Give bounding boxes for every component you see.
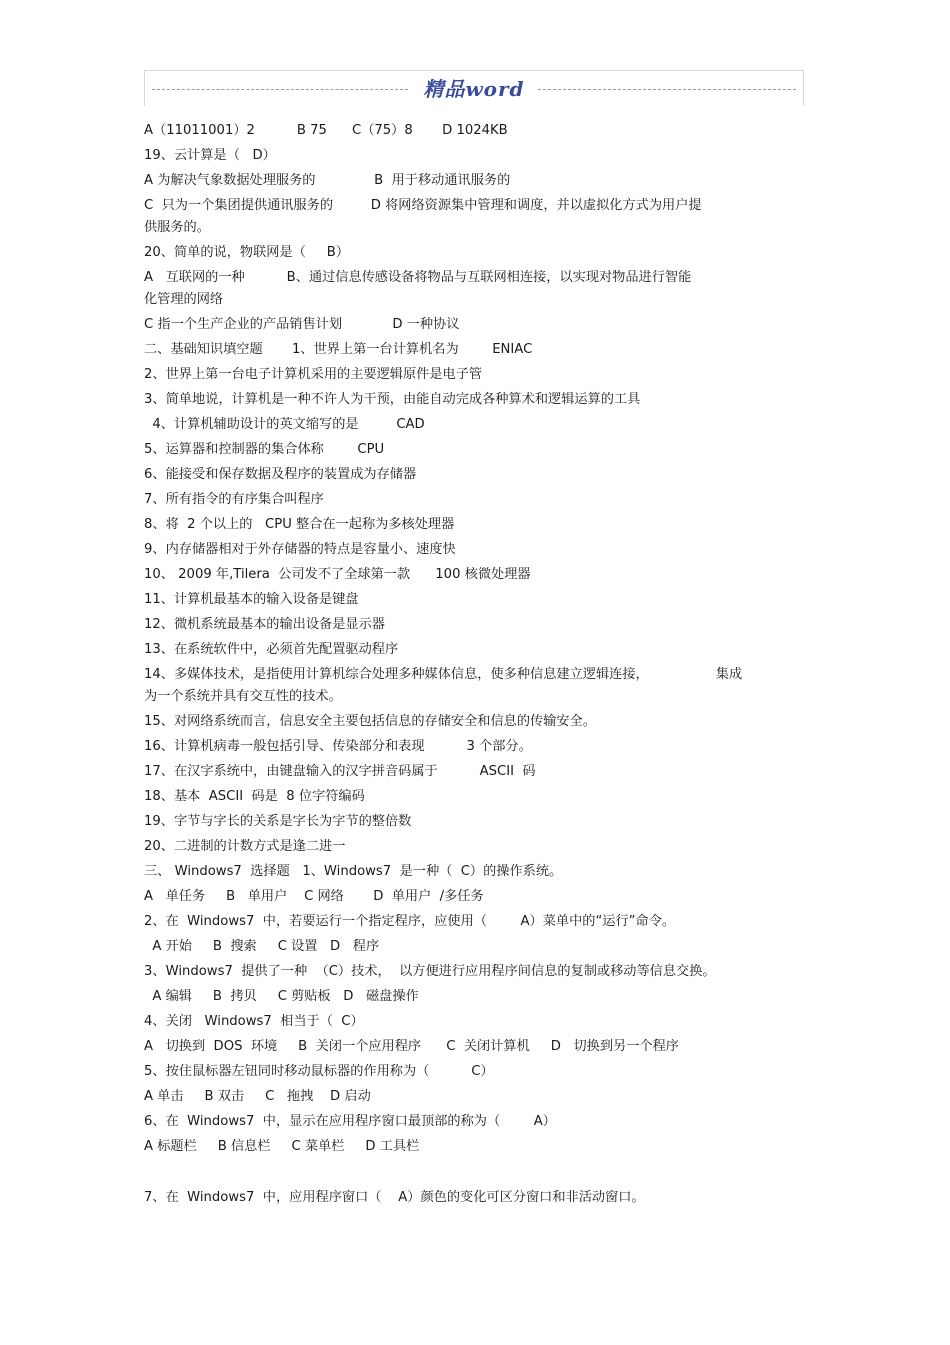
text-line: 6、在 Windows7 中，显示在应用程序窗口最顶部的称为（ A） (144, 1114, 556, 1129)
text-line: C 只为一个集团提供通讯服务的 D 将网络资源集中管理和调度，并以虚拟化方式为用户提 (144, 198, 702, 213)
text-line: 3、简单地说，计算机是一种不许人为干预，由能自动完成各种算术和逻辑运算的工具 (144, 392, 641, 407)
text-line: A 单击 B 双击 C 拖拽 D 启动 (144, 1089, 371, 1104)
header-dashed-rule-left (152, 89, 408, 90)
text-line: 20、二进制的计数方式是逢二进一 (144, 839, 346, 854)
header-logo: 精品word (423, 77, 525, 101)
text-line: 为一个系统并具有交互性的技术。 (144, 689, 342, 704)
text-line: 15、对网络系统而言，信息安全主要包括信息的存储安全和信息的传输安全。 (144, 714, 596, 729)
text-line: 13、在系统软件中，必须首先配置驱动程序 (144, 642, 399, 657)
text-line: 17、在汉字系统中，由键盘输入的汉字拼音码属于 ASCII 码 (144, 764, 536, 779)
text-line: A 切换到 DOS 环境 B 关闭一个应用程序 C 关闭计算机 D 切换到另一个程序 (144, 1039, 679, 1054)
blank-line (144, 1161, 806, 1187)
text-line: C 指一个生产企业的产品销售计划 D 一种协议 (144, 317, 460, 332)
text-line: A 单任务 B 单用户 C 网络 D 单用户 /多任务 (144, 889, 484, 904)
text-line: A 互联网的一种 B、通过信息传感设备将物品与互联网相连接，以实现对物品进行智能 (144, 270, 692, 285)
document-body (144, 120, 806, 1212)
text-line: 2、在 Windows7 中，若要运行一个指定程序，应使用（ A）菜单中的“运行”命令。 (144, 914, 676, 929)
text-line: 4、关闭 Windows7 相当于（ C） (144, 1014, 364, 1029)
text-line: A 为解决气象数据处理服务的 B 用于移动通讯服务的 (144, 173, 511, 188)
text-line: 4、计算机辅助设计的英文缩写的是 CAD (144, 417, 425, 432)
text-line: A（11011001）2 B 75 C（75）8 D 1024KB (144, 123, 508, 138)
text-line: 7、在 Windows7 中，应用程序窗口（ A）颜色的变化可区分窗口和非活动窗口。 (144, 1190, 645, 1205)
text-line: 化管理的网络 (144, 292, 224, 307)
text-line: 三、 Windows7 选择题 1、Windows7 是一种（ C）的操作系统。 (144, 864, 563, 879)
text-line: 6、能接受和保存数据及程序的装置成为存储器 (144, 467, 417, 482)
header-dashed-rule-right (538, 89, 796, 90)
text-line: 18、基本 ASCII 码是 8 位字符编码 (144, 789, 365, 804)
text-line: 19、云计算是（ D） (144, 148, 276, 163)
text-line: 9、内存储器相对于外存储器的特点是容量小、速度快 (144, 542, 456, 557)
text-line: 5、按住鼠标器左钮同时移动鼠标器的作用称为（ C） (144, 1064, 494, 1079)
text-line: 14、多媒体技术，是指使用计算机综合处理多种媒体信息，使多种信息建立逻辑连接， 集成 (144, 667, 743, 682)
text-line: 供服务的。 (144, 220, 210, 235)
text-line: 8、将 2 个以上的 CPU 整合在一起称为多核处理器 (144, 517, 455, 532)
text-line: 16、计算机病毒一般包括引导、传染部分和表现 3 个部分。 (144, 739, 532, 754)
text-line: 19、字节与字长的关系是字长为字节的整倍数 (144, 814, 412, 829)
text-line: 7、所有指令的有序集合叫程序 (144, 492, 324, 507)
text-line: 12、微机系统最基本的输出设备是显示器 (144, 617, 385, 632)
text-line: A 标题栏 B 信息栏 C 菜单栏 D 工具栏 (144, 1139, 420, 1154)
text-line: A 编辑 B 拷贝 C 剪贴板 D 磁盘操作 (144, 989, 419, 1004)
text-line: 10、 2009 年,Tilera 公司发不了全球第一款 100 核微处理器 (144, 567, 531, 582)
text-line: A 开始 B 搜索 C 设置 D 程序 (144, 939, 380, 954)
text-line: 11、计算机最基本的输入设备是键盘 (144, 592, 359, 607)
text-line: 3、Windows7 提供了一种 （C）技术， 以方便进行应用程序间信息的复制或移动等信息交换。 (144, 964, 716, 979)
text-line: 2、世界上第一台电子计算机采用的主要逻辑原件是电子管 (144, 367, 483, 382)
text-line: 二、基础知识填空题 1、世界上第一台计算机名为 ENIAC (144, 342, 533, 357)
text-line: 5、运算器和控制器的集合体称 CPU (144, 442, 385, 457)
text-line: 20、简单的说，物联网是（ B） (144, 245, 350, 260)
